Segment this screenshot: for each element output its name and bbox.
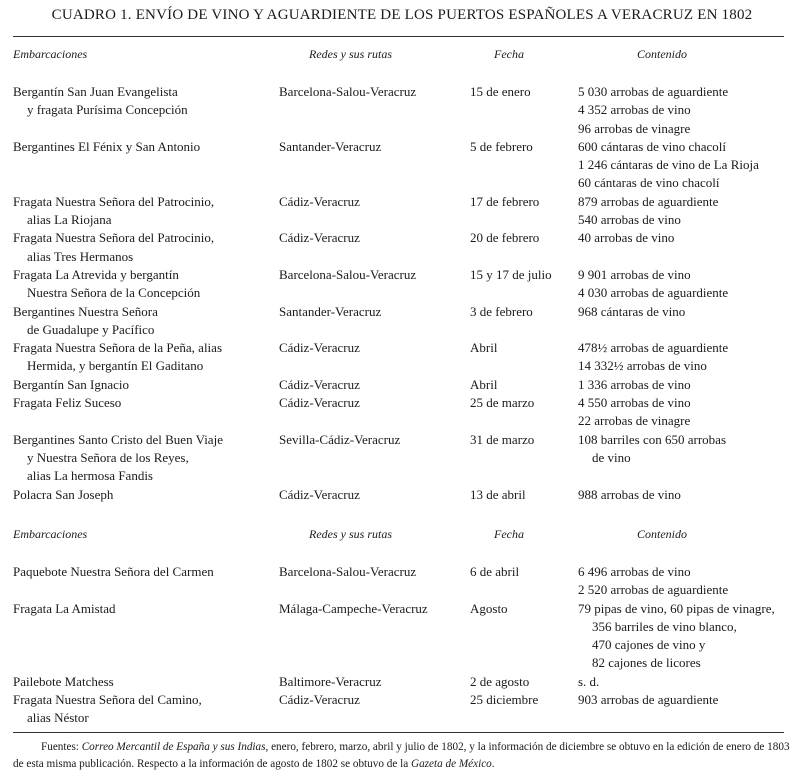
- contents-line: 40 arrobas de vino: [578, 230, 675, 246]
- contents-line: 14 332½ arrobas de vino: [578, 358, 707, 374]
- table-section-2: [13, 527, 793, 726]
- date-cell: Abril: [470, 376, 498, 392]
- date-cell: 15 de enero: [470, 84, 531, 99]
- date-cell: Abril: [470, 340, 498, 356]
- ship-cell: [13, 229, 278, 266]
- route-cell: Sevilla-Cádiz-Veracruz: [279, 431, 401, 447]
- ship-cell: [13, 266, 278, 303]
- column-headers: [13, 47, 793, 65]
- footnote-prefix: Fuentes:: [41, 741, 82, 753]
- table-row: [13, 83, 793, 138]
- ship-cell: [13, 691, 278, 728]
- table-row: [13, 486, 793, 504]
- table-row: [13, 431, 793, 486]
- ship-cell: [13, 193, 278, 230]
- ship-name-line: Bergantín San Juan Evangelista: [13, 84, 178, 99]
- header-ships: Embarcaciones: [13, 527, 88, 541]
- table-row: [13, 673, 793, 691]
- date-cell: 20 de febrero: [470, 230, 540, 246]
- contents-line: 22 arrobas de vinagre: [578, 413, 691, 429]
- contents-line: 6 496 arrobas de vino: [578, 564, 691, 579]
- contents-line: 988 arrobas de vino: [578, 486, 681, 502]
- ship-cell: [13, 600, 278, 618]
- route-cell: Cádiz-Veracruz: [279, 230, 360, 246]
- route-cell: Málaga-Campeche-Veracruz: [279, 600, 428, 616]
- contents-cell: [578, 376, 793, 394]
- contents-cell: [578, 600, 793, 673]
- ship-name-line: Fragata Feliz Suceso: [13, 395, 122, 411]
- contents-line: 470 cajones de vino y: [592, 637, 706, 653]
- ship-name-line: Fragata Nuestra Señora del Camino,: [13, 692, 202, 708]
- contents-cell: [578, 83, 793, 138]
- column-headers-2: [13, 527, 793, 545]
- table-row: [13, 266, 793, 303]
- date-cell: Agosto: [470, 600, 508, 616]
- ship-name-line: alias Tres Hermanos: [27, 248, 134, 264]
- ship-name-line: y fragata Purísima Concepción: [27, 102, 188, 118]
- contents-line: 968 cántaras de vino: [578, 303, 686, 319]
- table-row: [13, 339, 793, 376]
- route-cell: Baltimore-Veracruz: [279, 673, 382, 689]
- ship-cell: [13, 83, 278, 120]
- table-row: [13, 193, 793, 230]
- ship-cell: [13, 431, 278, 486]
- contents-cell: [578, 266, 793, 303]
- date-cell: 13 de abril: [470, 486, 526, 502]
- table-row: [13, 229, 793, 266]
- header-date: Fecha: [494, 527, 524, 541]
- route-cell: Barcelona-Salou-Veracruz: [279, 84, 417, 99]
- ship-cell: [13, 303, 278, 340]
- table-title: CUADRO 1. ENVÍO DE VINO Y AGUARDIENTE DE LOS PUERTOS ESPAÑOLES A VERACRUZ EN 1802: [51, 7, 753, 23]
- contents-line: 60 cántaras de vino chacolí: [578, 175, 720, 191]
- contents-line: 4 550 arrobas de vino: [578, 395, 691, 411]
- contents-line: de vino: [592, 449, 631, 465]
- ship-name-line: Fragata La Atrevida y bergantín: [13, 266, 179, 282]
- ship-name-line: y Nuestra Señora de los Reyes,: [27, 449, 189, 465]
- ship-cell: [13, 376, 278, 394]
- table-row: [13, 138, 793, 193]
- route-cell: Barcelona-Salou-Veracruz: [279, 266, 417, 282]
- route-cell: Santander-Veracruz: [279, 303, 382, 319]
- contents-line: 79 pipas de vino, 60 pipas de vinagre,: [578, 600, 775, 616]
- ship-name-line: de Guadalupe y Pacífico: [27, 321, 155, 337]
- date-cell: 25 de marzo: [470, 395, 535, 411]
- ship-cell: [13, 394, 278, 412]
- ship-name-line: Bergantín San Ignacio: [13, 376, 130, 392]
- contents-line: 540 arrobas de vino: [578, 212, 681, 228]
- table-row: [13, 303, 793, 340]
- ship-cell: [13, 339, 278, 376]
- ship-name-line: Fragata Nuestra Señora del Patrocinio,: [13, 193, 215, 209]
- contents-cell: [578, 431, 793, 468]
- route-cell: Barcelona-Salou-Veracruz: [279, 564, 417, 579]
- contents-line: 4 352 arrobas de vino: [578, 102, 691, 118]
- contents-cell: [578, 394, 793, 431]
- table-row: [13, 376, 793, 394]
- ship-name-line: Polacra San Joseph: [13, 486, 114, 502]
- contents-cell: [578, 673, 793, 691]
- date-cell: 6 de abril: [470, 564, 520, 579]
- table-row: [13, 600, 793, 673]
- ship-name-line: Pailebote Matchess: [13, 673, 114, 689]
- date-cell: 17 de febrero: [470, 193, 540, 209]
- header-date: Fecha: [494, 47, 524, 61]
- header-routes: Redes y sus rutas: [309, 47, 392, 61]
- footnote: [13, 739, 794, 772]
- route-cell: Cádiz-Veracruz: [279, 340, 360, 356]
- date-cell: 31 de marzo: [470, 431, 535, 447]
- contents-cell: [578, 138, 793, 193]
- footnote-source-gazeta: Gazeta de México: [410, 757, 492, 770]
- date-cell: 25 diciembre: [470, 692, 539, 708]
- contents-line: s. d.: [578, 673, 600, 689]
- table-section-1: [13, 47, 793, 502]
- ship-name-line: Fragata Nuestra Señora de la Peña, alias: [13, 340, 223, 356]
- ship-cell: [13, 563, 278, 581]
- footnote-suffix: .: [491, 757, 495, 770]
- contents-line: 2 520 arrobas de aguardiente: [578, 582, 729, 598]
- contents-line: 5 030 arrobas de aguardiente: [578, 84, 729, 99]
- route-cell: Cádiz-Veracruz: [279, 692, 360, 708]
- route-cell: Cádiz-Veracruz: [279, 376, 360, 392]
- contents-cell: [578, 229, 793, 247]
- contents-line: 82 cajones de licores: [592, 655, 701, 671]
- top-rule: [13, 36, 784, 37]
- bottom-rule: [13, 732, 784, 733]
- ship-name-line: Nuestra Señora de la Concepción: [27, 285, 201, 301]
- ship-cell: [13, 486, 278, 504]
- contents-cell: [578, 339, 793, 376]
- table-row: [13, 394, 793, 431]
- ship-name-line: alias La Riojana: [27, 212, 112, 228]
- contents-line: 903 arrobas de aguardiente: [578, 692, 719, 708]
- ship-name-line: Bergantines El Fénix y San Antonio: [13, 138, 201, 154]
- route-cell: Cádiz-Veracruz: [279, 395, 360, 411]
- contents-line: 96 arrobas de vinagre: [578, 120, 691, 136]
- route-cell: Cádiz-Veracruz: [279, 486, 360, 502]
- ship-name-line: Bergantines Santo Cristo del Buen Viaje: [13, 431, 223, 447]
- contents-cell: [578, 303, 793, 321]
- contents-line: 879 arrobas de aguardiente: [578, 193, 719, 209]
- contents-line: 108 barriles con 650 arrobas: [578, 431, 727, 447]
- contents-line: 1 246 cántaras de vino de La Rioja: [578, 157, 759, 173]
- date-cell: 15 y 17 de julio: [470, 266, 552, 282]
- ship-name-line: Fragata La Amistad: [13, 600, 116, 616]
- ship-cell: [13, 138, 278, 156]
- header-ships: Embarcaciones: [13, 47, 88, 61]
- contents-line: 4 030 arrobas de aguardiente: [578, 285, 729, 301]
- contents-line: 356 barriles de vino blanco,: [592, 618, 737, 634]
- ship-name-line: alias Néstor: [27, 710, 89, 726]
- route-cell: Santander-Veracruz: [279, 138, 382, 154]
- contents-line: 478½ arrobas de aguardiente: [578, 340, 729, 356]
- contents-cell: [578, 486, 793, 504]
- table-row: [13, 563, 793, 600]
- ship-cell: [13, 673, 278, 691]
- ship-name-line: Hermida, y bergantín El Gaditano: [27, 358, 204, 374]
- contents-cell: [578, 691, 793, 709]
- contents-line: 600 cántaras de vino chacolí: [578, 138, 726, 154]
- footnote-body: , enero, febrero, marzo, abril y julio de 1802, y la información de diciembre se obtuvo en la edición de enero de 1803 de esta misma publicación. Respecto a la información de agosto de 1802 se obtuvo de la: [13, 741, 790, 770]
- rows-section-2: [13, 563, 793, 728]
- ship-name-line: Bergantines Nuestra Señora: [13, 303, 158, 319]
- footnote-source-correo: Correo Mercantil de España y sus Indias: [81, 741, 266, 753]
- date-cell: 3 de febrero: [470, 303, 533, 319]
- header-routes: Redes y sus rutas: [309, 527, 392, 541]
- table-row: [13, 691, 793, 728]
- contents-cell: [578, 563, 793, 600]
- header-contents: Contenido: [637, 527, 687, 541]
- ship-name-line: Paquebote Nuestra Señora del Carmen: [13, 564, 214, 579]
- header-contents: Contenido: [637, 47, 687, 61]
- contents-line: 1 336 arrobas de vino: [578, 376, 691, 392]
- ship-name-line: alias La hermosa Fandis: [27, 468, 153, 484]
- contents-line: 9 901 arrobas de vino: [578, 266, 691, 282]
- date-cell: 5 de febrero: [470, 138, 533, 154]
- contents-cell: [578, 193, 793, 230]
- rows-section-1: [13, 83, 793, 504]
- date-cell: 2 de agosto: [470, 673, 530, 689]
- route-cell: Cádiz-Veracruz: [279, 193, 360, 209]
- ship-name-line: Fragata Nuestra Señora del Patrocinio,: [13, 230, 215, 246]
